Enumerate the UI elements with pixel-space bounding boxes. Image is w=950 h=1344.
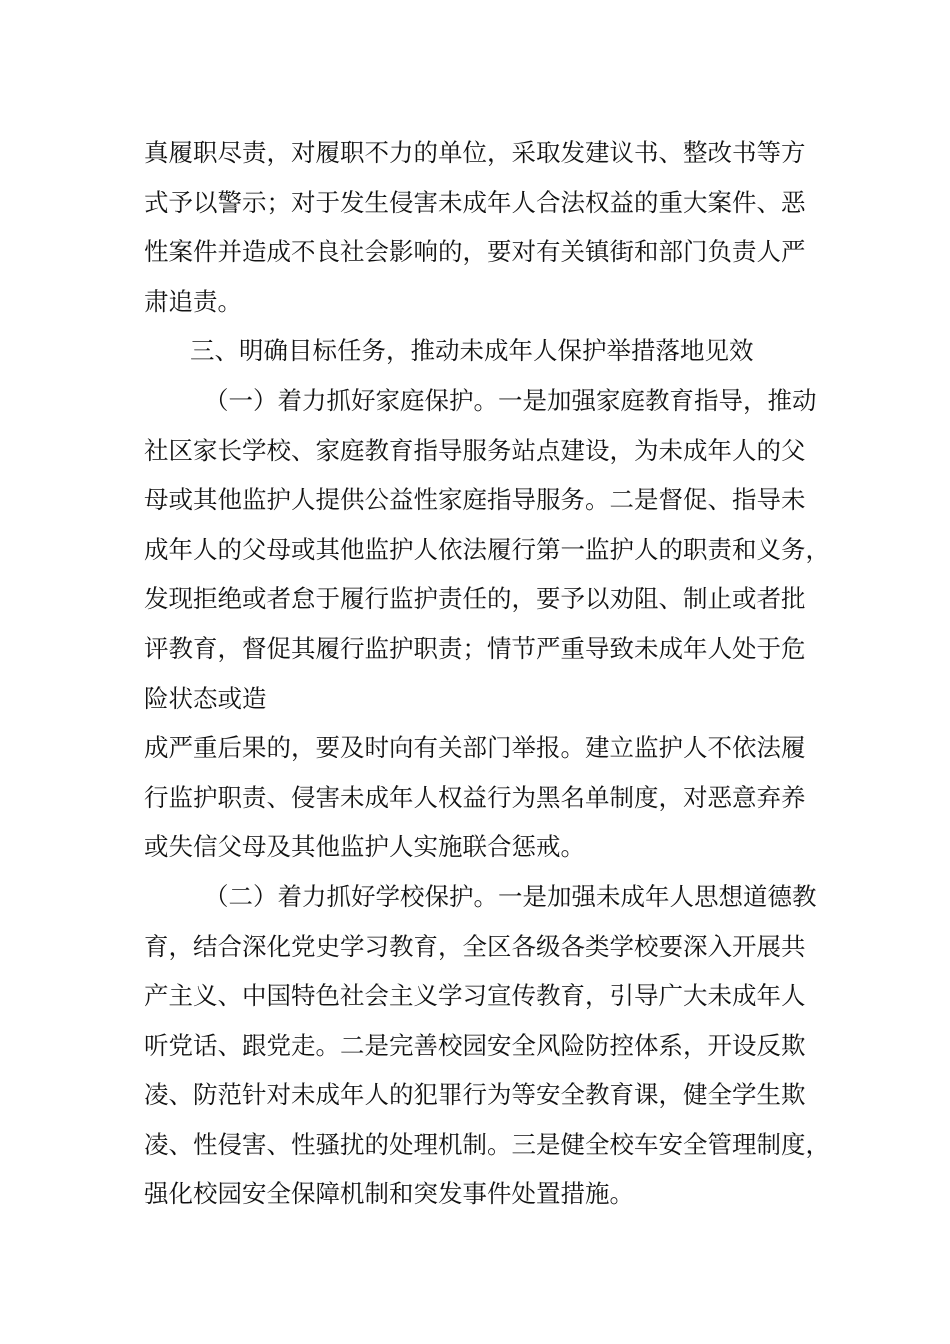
paragraph-line: 社区家长学校、家庭教育指导服务站点建设，为未成年人的父 — [144, 435, 806, 465]
paragraph-line: 肃追责。 — [144, 286, 242, 316]
paragraph-line: 听党话、跟党走。二是完善校园安全风险防控体系，开设反欺 — [144, 1030, 806, 1060]
paragraph-line: 性案件并造成不良社会影响的，要对有关镇街和部门负责人严 — [144, 237, 806, 267]
section-heading: 三、明确目标任务，推动未成年人保护举措落地见效 — [190, 336, 754, 366]
subsection-first-line: （二）着力抓好学校保护。一是加强未成年人思想道德教 — [204, 881, 817, 911]
paragraph-line: 成年人的父母或其他监护人依法履行第一监护人的职责和义务， — [144, 534, 830, 564]
paragraph-line: 式予以警示；对于发生侵害未成年人合法权益的重大案件、恶 — [144, 187, 806, 217]
subsection-first-line: （一）着力抓好家庭保护。一是加强家庭教育指导，推动 — [204, 385, 817, 415]
paragraph-line: 险状态或造 — [144, 683, 267, 713]
paragraph-line: 育，结合深化党史学习教育，全区各级各类学校要深入开展共 — [144, 931, 806, 961]
paragraph-line: 强化校园安全保障机制和突发事件处置措施。 — [144, 1179, 634, 1209]
paragraph-line: 评教育，督促其履行监护职责；情节严重导致未成年人处于危 — [144, 633, 806, 663]
paragraph-line: 凌、性侵害、性骚扰的处理机制。三是健全校车安全管理制度， — [144, 1129, 830, 1159]
document-body — [144, 128, 830, 1219]
paragraph-line: 母或其他监护人提供公益性家庭指导服务。二是督促、指导未 — [144, 485, 806, 515]
paragraph-line: 产主义、中国特色社会主义学习宣传教育，引导广大未成年人 — [144, 981, 806, 1011]
paragraph-line: 发现拒绝或者怠于履行监护责任的，要予以劝阻、制止或者批 — [144, 584, 806, 614]
paragraph-line: 行监护职责、侵害未成年人权益行为黑名单制度，对恶意弃养 — [144, 782, 806, 812]
paragraph-line: 真履职尽责，对履职不力的单位，采取发建议书、整改书等方 — [144, 138, 806, 167]
paragraph-line: 成严重后果的，要及时向有关部门举报。建立监护人不依法履 — [144, 733, 806, 763]
paragraph-line: 凌、防范针对未成年人的犯罪行为等安全教育课，健全学生欺 — [144, 1080, 806, 1110]
paragraph-line: 或失信父母及其他监护人实施联合惩戒。 — [144, 832, 585, 862]
